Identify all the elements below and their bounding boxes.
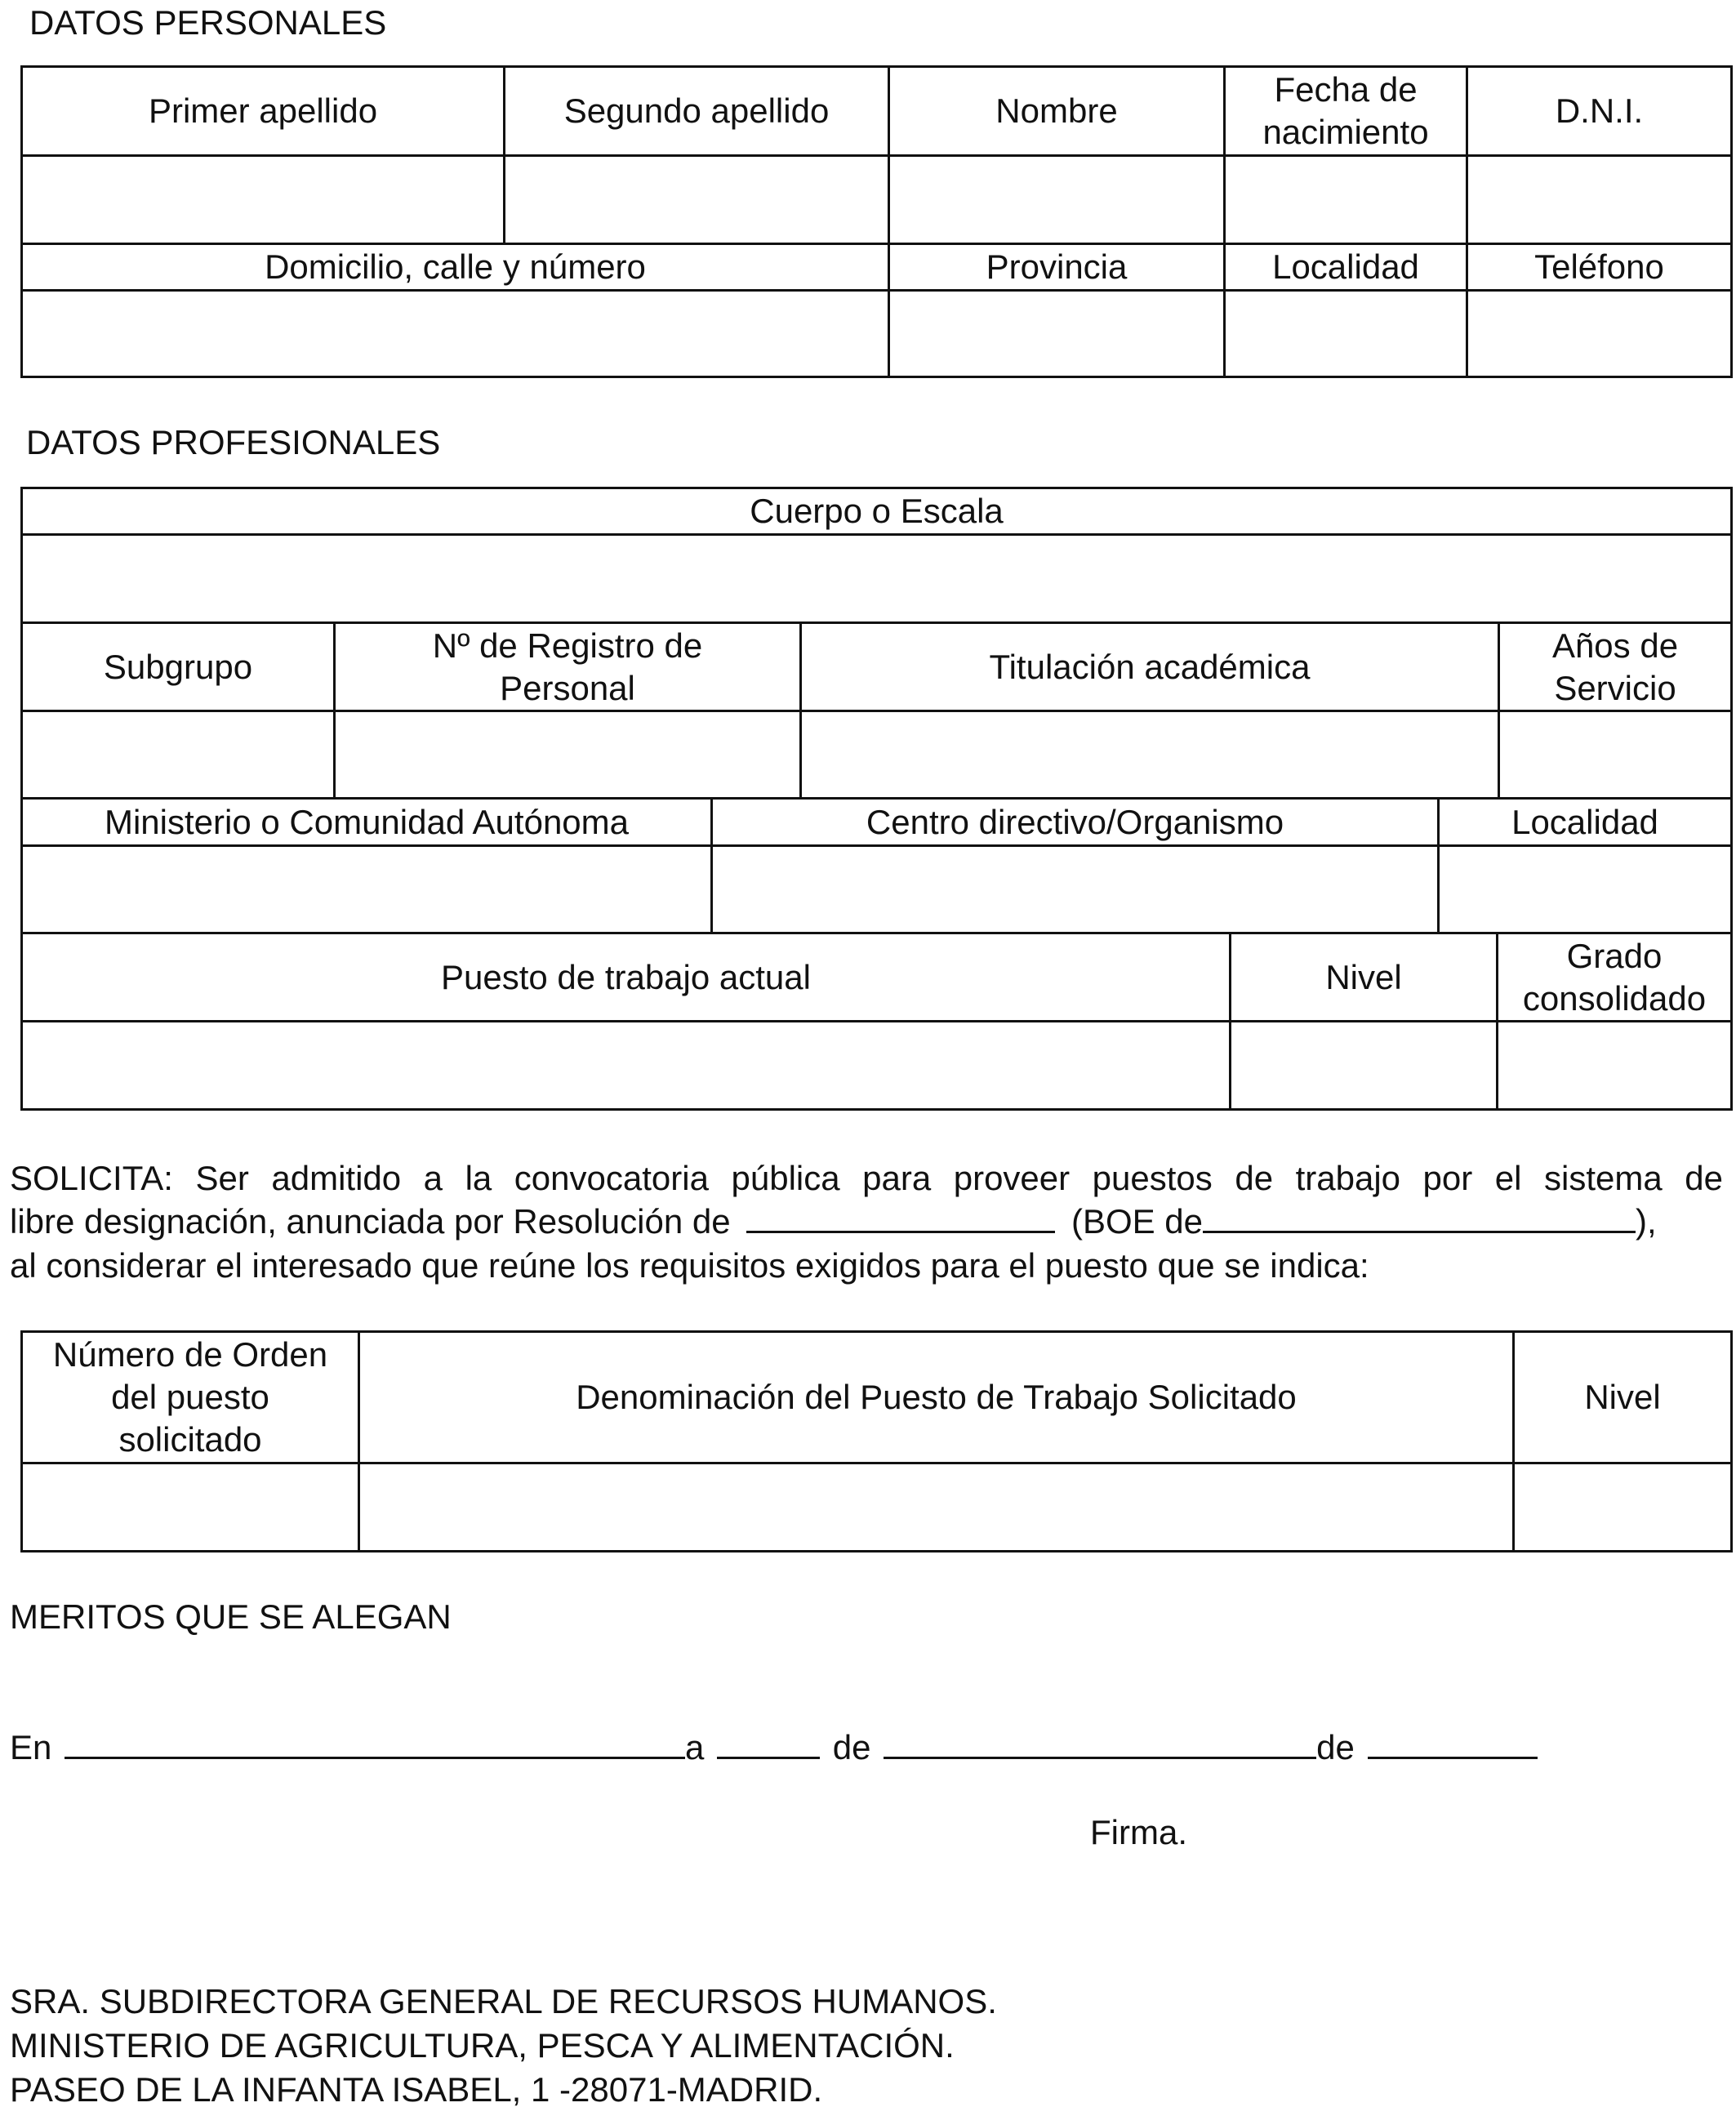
header-prof-localidad: Localidad (1439, 799, 1732, 846)
header-primer-apellido: Primer apellido (22, 67, 505, 156)
date-a-label: a (685, 1728, 705, 1766)
field-numero-orden[interactable] (22, 1463, 359, 1552)
date-en-label: En (10, 1728, 52, 1766)
solicita-line2-text: libre designación, anunciada por Resolución de (10, 1202, 731, 1241)
field-telefono[interactable] (1467, 291, 1732, 377)
address-line1: SRA. SUBDIRECTORA GENERAL DE RECURSOS HUMANOS. (10, 1982, 997, 2020)
field-provincia[interactable] (889, 291, 1225, 377)
field-nombre[interactable] (889, 156, 1225, 244)
header-orden-line1: Número de Orden (52, 1335, 328, 1374)
field-denominacion[interactable] (359, 1463, 1514, 1552)
header-grado-line1: Grado (1566, 936, 1663, 975)
field-prof-localidad[interactable] (1439, 846, 1732, 933)
field-ministerio[interactable] (22, 846, 712, 933)
solicita-line1: SOLICITA: Ser admitido a la convocatoria pública para proveer puestos de trabajo por el sistema de (10, 1159, 1723, 1197)
day-blank[interactable] (717, 1727, 820, 1759)
meritos-heading: MERITOS QUE SE ALEGAN (10, 1597, 452, 1636)
personal-table (20, 65, 1733, 378)
header-provincia: Provincia (889, 244, 1225, 291)
field-subgrupo[interactable] (22, 711, 335, 799)
header-denominacion: Denominación del Puesto de Trabajo Solicitado (359, 1332, 1514, 1463)
field-cuerpo-escala[interactable] (22, 535, 1732, 623)
header-registro-personal (335, 623, 801, 711)
field-titulacion[interactable] (801, 711, 1499, 799)
header-numero-orden (22, 1332, 359, 1463)
boe-date-blank[interactable] (1203, 1201, 1636, 1233)
header-registro-line1: Nº de Registro de (432, 626, 703, 665)
field-segundo-apellido[interactable] (505, 156, 889, 244)
field-puesto-nivel[interactable] (1514, 1463, 1732, 1552)
year-blank[interactable] (1368, 1727, 1538, 1759)
professional-heading: DATOS PROFESIONALES (26, 423, 441, 461)
header-localidad: Localidad (1225, 244, 1467, 291)
header-orden-line2: del puesto (111, 1378, 269, 1416)
header-anos-servicio (1499, 623, 1732, 711)
header-fecha-line2: nacimiento (1262, 113, 1429, 151)
header-cuerpo-escala: Cuerpo o Escala (22, 488, 1732, 535)
solicita-line2-close: ), (1636, 1202, 1657, 1241)
header-nivel: Nivel (1231, 933, 1498, 1022)
field-anos-servicio[interactable] (1499, 711, 1732, 799)
header-grado-line2: consolidado (1522, 978, 1707, 1018)
header-fecha-line1: Fecha de (1274, 70, 1418, 109)
header-orden-line3: solicitado (118, 1420, 262, 1459)
header-titulacion: Titulación académica (801, 623, 1499, 711)
solicita-paragraph (10, 1156, 1723, 1200)
field-domicilio[interactable] (22, 291, 889, 377)
professional-table-cuerpo (20, 487, 1733, 800)
firma-label: Firma. (1090, 1813, 1187, 1851)
header-segundo-apellido: Segundo apellido (505, 67, 889, 156)
field-puesto-actual[interactable] (22, 1022, 1231, 1110)
header-registro-line2: Personal (500, 668, 635, 707)
address-line3: PASEO DE LA INFANTA ISABEL, 1 -28071-MADRID. (10, 2070, 823, 2109)
header-puesto-nivel: Nivel (1514, 1332, 1732, 1463)
header-domicilio: Domicilio, calle y número (22, 244, 889, 291)
header-dni: D.N.I. (1467, 67, 1732, 156)
header-anos-line1: Años de (1551, 626, 1679, 665)
header-nombre: Nombre (889, 67, 1225, 156)
header-grado-consolidado (1498, 933, 1732, 1022)
date-de2-label: de (1316, 1728, 1355, 1766)
header-fecha-nacimiento (1225, 67, 1467, 156)
place-blank[interactable] (65, 1727, 685, 1759)
field-fecha-nacimiento[interactable] (1225, 156, 1467, 244)
header-puesto-actual: Puesto de trabajo actual (22, 933, 1231, 1022)
resolucion-blank[interactable] (746, 1201, 1055, 1233)
solicita-boe-label: (BOE de (1071, 1202, 1204, 1241)
month-blank[interactable] (884, 1727, 1316, 1759)
field-dni[interactable] (1467, 156, 1732, 244)
field-primer-apellido[interactable] (22, 156, 505, 244)
header-anos-line2: Servicio (1554, 668, 1676, 707)
field-centro-directivo[interactable] (712, 846, 1439, 933)
field-nivel[interactable] (1231, 1022, 1498, 1110)
address-line2: MINISTERIO DE AGRICULTURA, PESCA Y ALIMENTACIÓN. (10, 2026, 955, 2065)
header-centro-directivo: Centro directivo/Organismo (712, 799, 1439, 846)
date-line (10, 1726, 1538, 1769)
date-de1-label: de (832, 1728, 871, 1766)
puesto-solicitado-table (20, 1330, 1733, 1552)
solicita-line3: al considerar el interesado que reúne los requisitos exigidos para el puesto que se indica: (10, 1246, 1369, 1285)
field-registro-personal[interactable] (335, 711, 801, 799)
field-localidad[interactable] (1225, 291, 1467, 377)
solicita-line2 (10, 1201, 1657, 1243)
header-subgrupo: Subgrupo (22, 623, 335, 711)
header-telefono: Teléfono (1467, 244, 1732, 291)
professional-table-ministerio (20, 797, 1733, 934)
field-grado-consolidado[interactable] (1498, 1022, 1732, 1110)
header-ministerio: Ministerio o Comunidad Autónoma (22, 799, 712, 846)
professional-table-puesto (20, 932, 1733, 1111)
personal-heading: DATOS PERSONALES (29, 3, 387, 42)
